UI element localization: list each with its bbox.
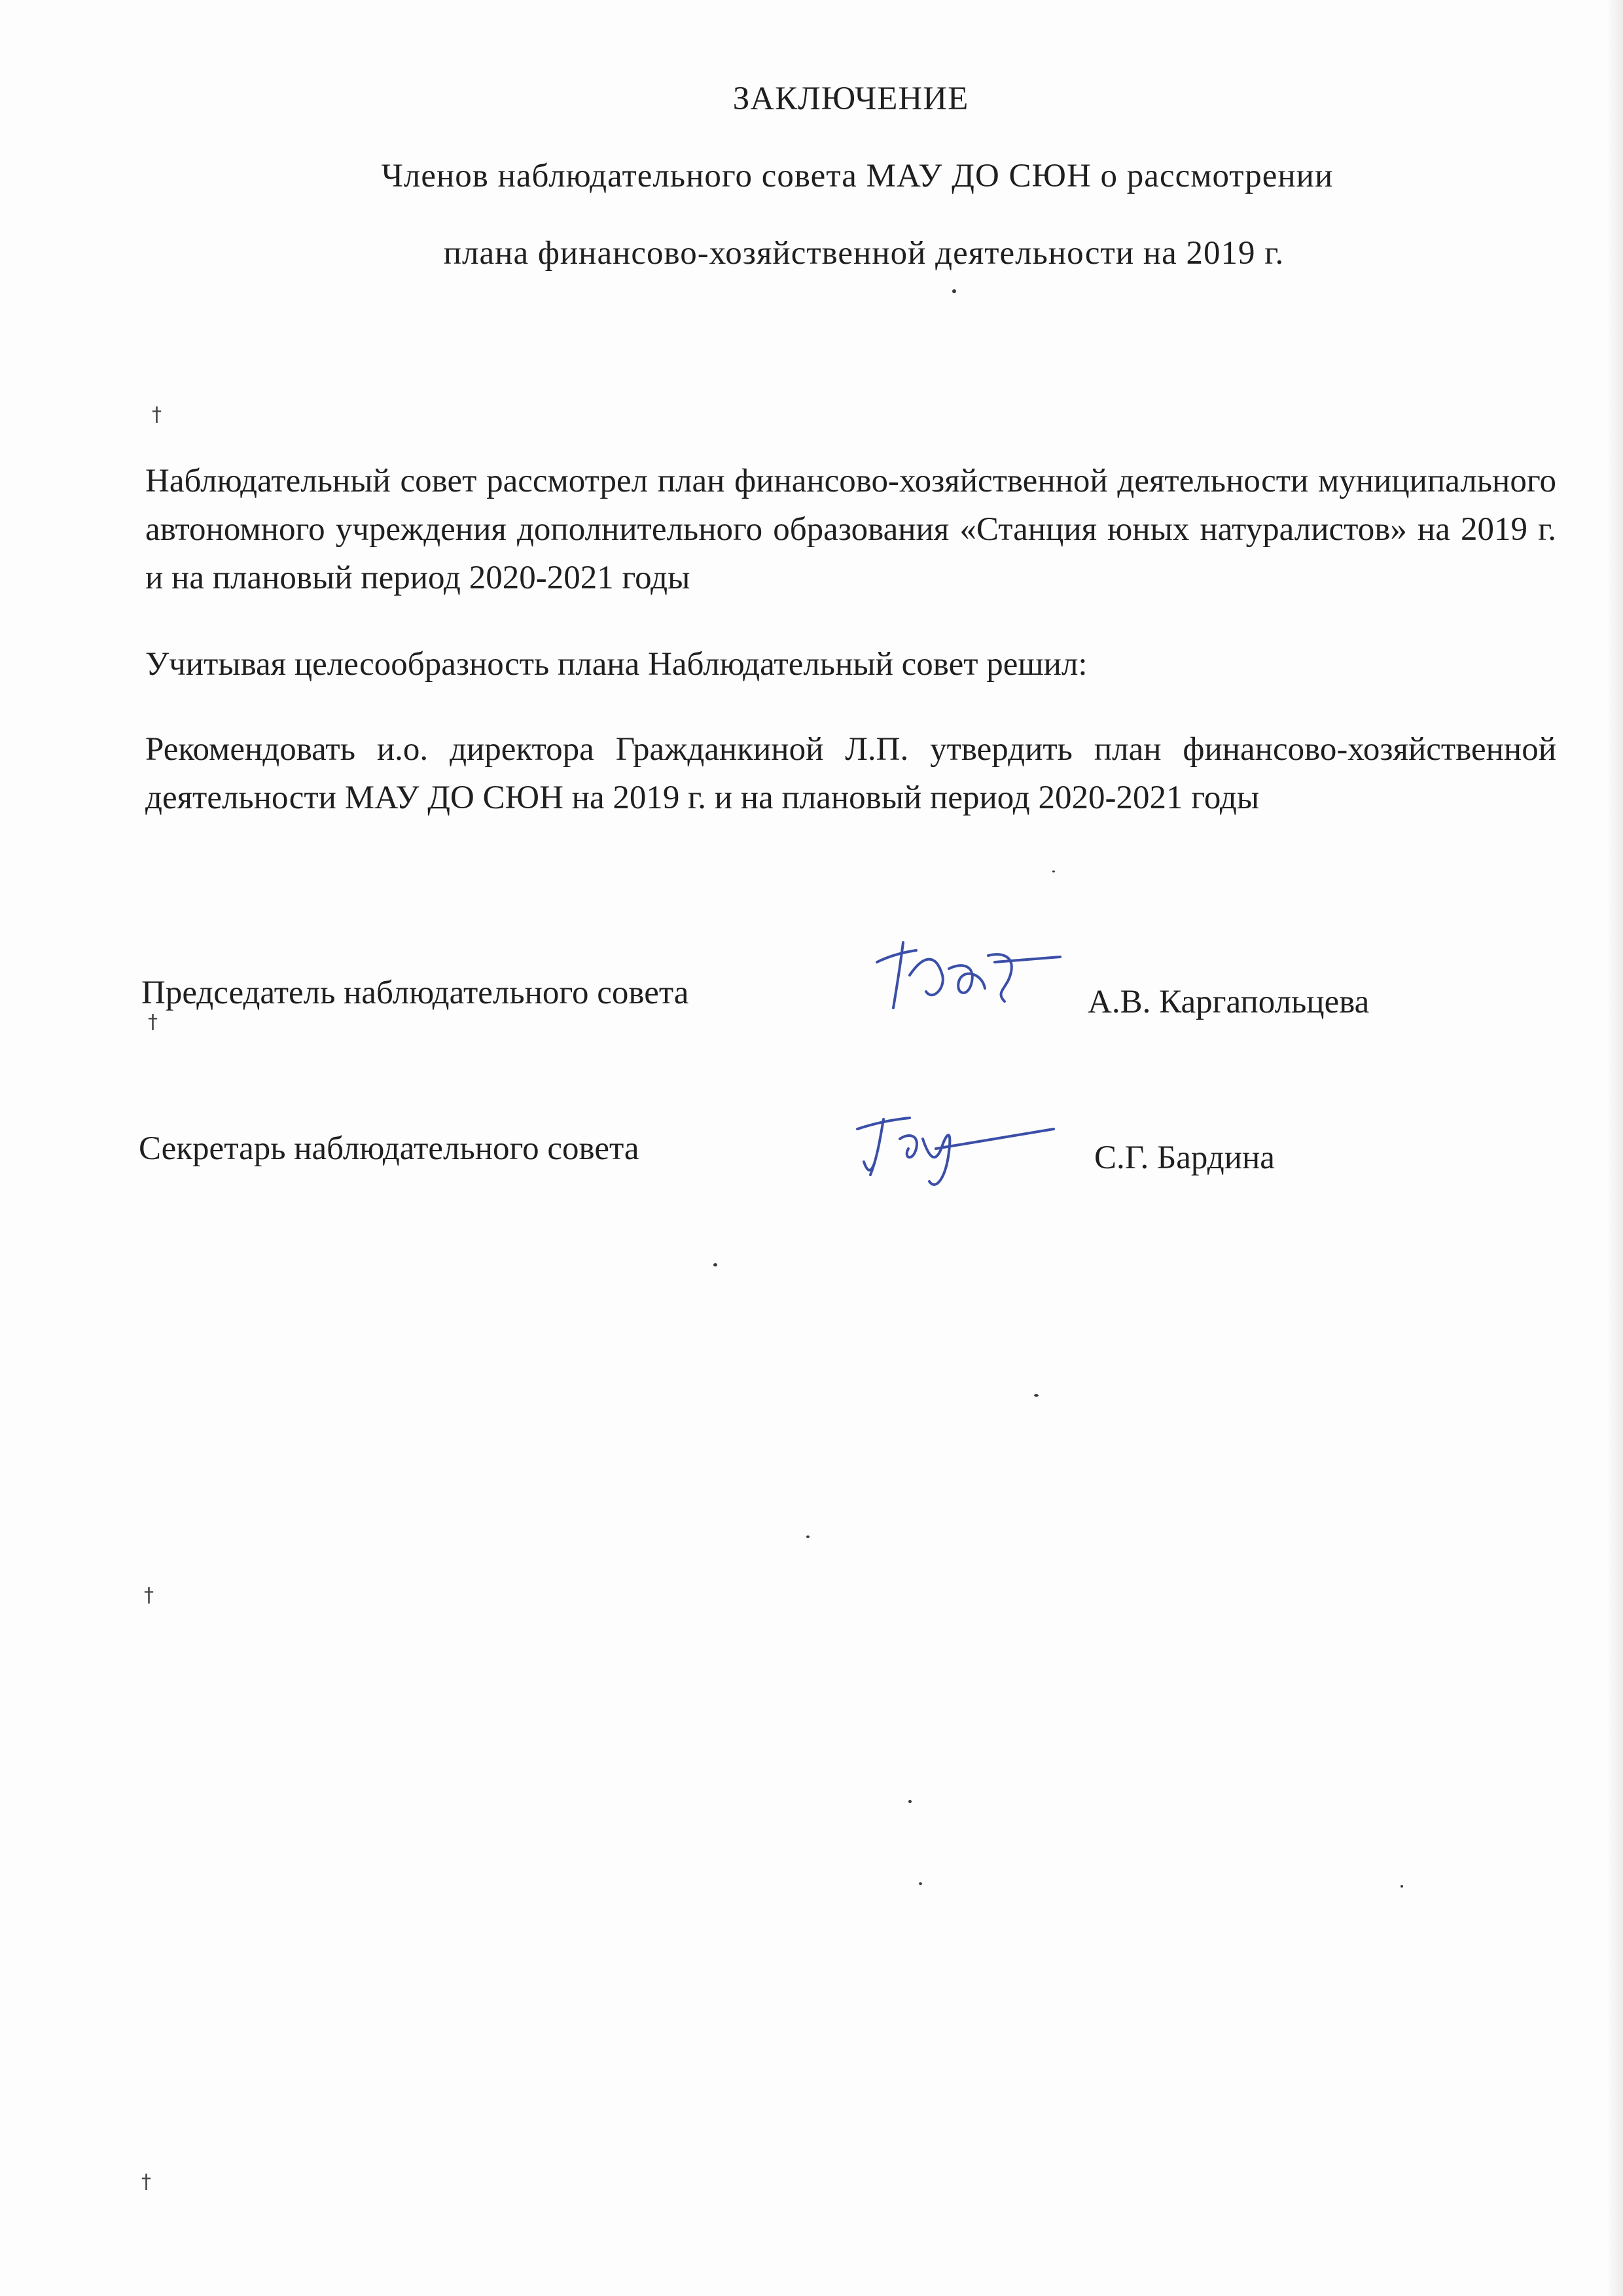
chair-role-label: Председатель наблюдательного совета [141,975,689,1011]
scan-mark-1: † [152,403,162,426]
scan-speck [1034,1394,1039,1397]
document-title: ЗАКЛЮЧЕНИЕ [732,81,969,117]
document-subtitle-line-2: плана финансово-хозяйственной деятельности на 2019 г. [443,235,1285,272]
scan-speck [908,1800,912,1803]
secretary-handwritten-signature [838,1100,1060,1198]
scan-edge [1609,0,1623,2296]
secretary-role-label: Секретарь наблюдательного совета [139,1130,639,1167]
paragraph-decision-intro: Учитывая целесообразность плана Наблюдательный совет решил: [145,646,1088,683]
scan-speck [1400,1885,1403,1888]
paragraph-recommendation: Рекомендовать и.о. директора Гражданкиной Л.П. утвердить план финансово-хозяйственной деятельности МАУ ДО СЮН на 2019 г. и на плановый период 2020-2021 годы [145,731,1556,816]
chair-handwritten-signature [864,916,1073,1028]
scan-speck [952,289,956,293]
chair-name: А.В. Каргапольцева [1088,984,1370,1020]
scan-speck [1052,870,1055,872]
secretary-name: С.Г. Бардина [1094,1139,1275,1176]
scan-mark-2: † [148,1011,158,1033]
scan-speck [713,1263,717,1266]
scan-mark-3: † [144,1584,154,1607]
scan-mark-4: † [141,2170,151,2193]
document-subtitle-line-1: Членов наблюдательного совета МАУ ДО СЮН о рассмотрении [381,158,1334,194]
scan-speck [919,1882,922,1885]
scan-speck [806,1535,810,1538]
paragraph-review: Наблюдательный совет рассмотрел план финансово-хозяйственной деятельности муниципального автономного учреждения дополнительного образования «Станция юных натуралистов» на 2019 г. и на плановый период 2020-2021 годы [145,463,1556,596]
